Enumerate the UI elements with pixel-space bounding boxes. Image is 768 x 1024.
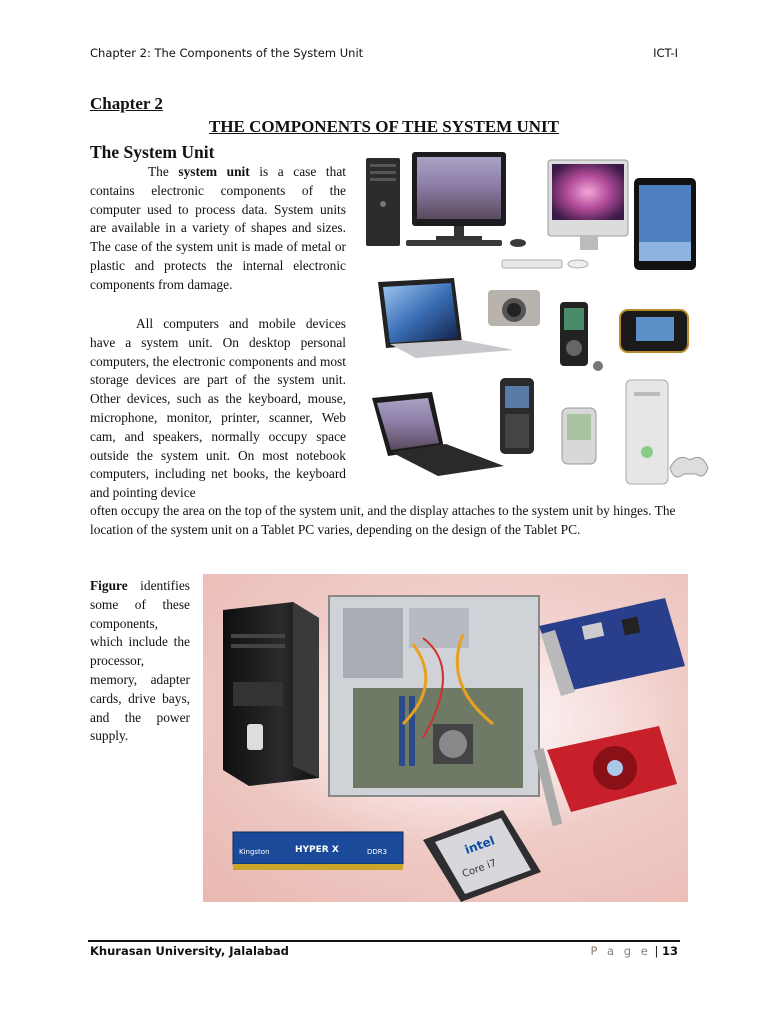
digital-camera [488,290,540,326]
pda [562,408,596,464]
paragraph-figure-caption [90,577,190,746]
devices-collage-image [366,152,710,490]
tablet [634,178,696,270]
ram-ddr-label: DDR3 [367,848,388,856]
paragraph-devices: All computers and mobile devices have a system unit. On desktop personal computers, the electronic components and most storage devices are part of the system unit. Other devices, such as the keyboard, mouse, microphone, monitor, printer, scanner, Web cam, and speakers, normally occupy space outside the system unit. On most notebook computers, including net books, the keyboard and pointing device [90,316,346,501]
footer-page-number: 13 [661,944,678,958]
running-header-title: Chapter 2: The Components of the System Unit [90,46,364,60]
open-system-unit [329,596,539,796]
system-unit-components-image [203,574,688,902]
running-header-course: ICT-I [653,46,678,60]
footer-separator: | [650,944,662,958]
footer-rule [88,940,680,942]
para4-post: identifies some of these components, which include the processor, memory, adapter cards, drive bays, and the power supply. [90,578,190,744]
footer-institution: Khurasan University, Jalalabad [90,944,289,958]
ram-brand-label: Kingston [239,848,270,856]
main-title: THE COMPONENTS OF THE SYSTEM UNIT [209,117,559,136]
media-player [560,302,603,371]
ram-hyperx-label: HYPER X [295,845,339,855]
cpu-brand-label: intel [462,833,497,857]
smartphone [500,378,534,454]
cpu-model-label: Core i7 [460,857,498,881]
paragraph-system-unit-intro [90,163,346,295]
para1-post: is a case that contains electronic components of the computer used to process data. System units are available in a variety of shapes and sizes. The case of the system unit is made of metal or plastic and protects the internal electronic components from damage. [90,164,346,292]
game-console [626,380,708,484]
term-system-unit: system unit [178,164,250,179]
netbook [372,392,504,476]
para1-pre: The [148,164,179,179]
imac [502,160,628,268]
footer-page-label: P a g e [590,944,651,958]
desktop-monitor [406,152,526,247]
handheld-console [620,310,688,352]
term-figure: Figure [90,578,128,593]
section-title: The System Unit [90,142,215,162]
computer-case [223,602,319,786]
desktop-tower [366,158,400,246]
memory-module [233,832,403,870]
footer-page [590,944,678,958]
paragraph-notebook-tablet: often occupy the area on the top of the system unit, and the display attaches to the system unit by hinges. The location of the system unit on a Tablet PC varies, depending on the design of the Tablet PC. [90,503,676,537]
chapter-label: Chapter 2 [90,94,163,113]
